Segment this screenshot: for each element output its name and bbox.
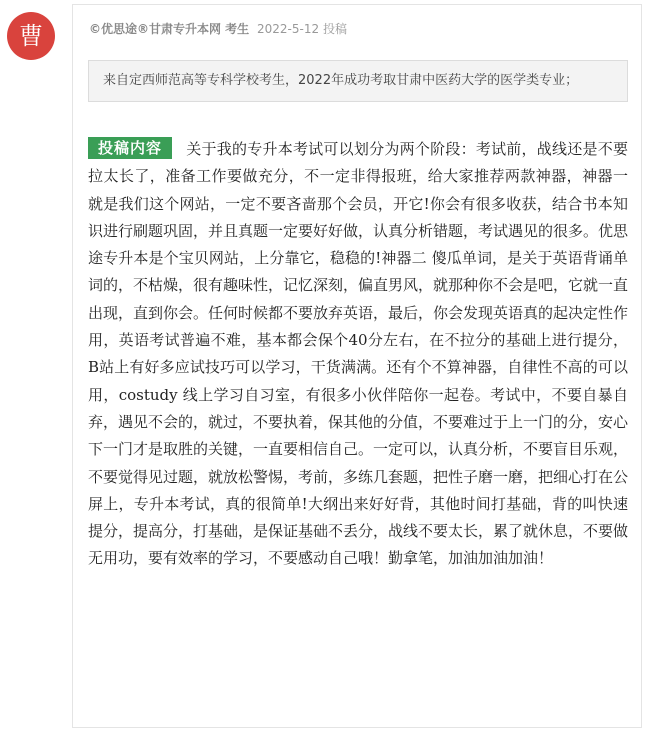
content-text: 关于我的专升本考试可以划分为两个阶段：考试前，战线还是不要拉太长了，准备工作要做充分，不一定非得报班，给大家推荐两款神器，神器一 就是我们这个网站，一定不要吝啬那个会员，开它!你会有很多收获，结合书本知识进行刷题巩固，并且真题一定要好好做，认真分析错题，考试遇见的很多。优思途专升本是个宝贝网站，上分靠它，稳稳的!神器二 傻瓜单词，是关于英语背诵单词的，不枯燥，很有趣味性，记忆深刻，偏直男风，就那种你不会是吧，它就一直出现，直到你会。任何时候都不要放弃英语，最后，你会发现英语真的起决定性作用，英语考试普遍不难，基本都会保个40分左右，在不拉分的基础上进行提分，B站上有好多应试技巧可以学习，干货满满。还有个不算神器，自律性不高的可以用，costudy 线上学习自习室，有很多小伙伴陪你一起卷。考试中，不要自暴自弃，遇见不会的，就过，不要执着，保其他的分值，不要难过于上一门的分，安心下一门才是取胜的关键，一直要相信自己。一定可以，认真分析，不要盲目乐观，不要觉得见过题，就放松警惕，考前，多练几套题，把性子磨一磨，把细心打在公屏上，专升本考试，真的很简单!大纲出来好好背，其他时间打基础，背的叫快速提分，提高分，打基础，是保证基础不丢分，战线不要太长，累了就休息，不要做无用功，要有效率的学习，不要感动自己哦！勤拿笔，加油加油加油！	[88, 140, 629, 568]
post-date: 2022-5-12	[257, 22, 320, 36]
post-card	[72, 4, 642, 728]
intro-box: 来自定西师范高等专科学校考生，2022年成功考取甘肃中医药大学的医学类专业；	[88, 60, 628, 102]
post-author[interactable]: ©优思途®甘肃专升本网 考生	[89, 22, 250, 36]
post-meta	[89, 20, 347, 37]
post-content	[88, 136, 628, 573]
avatar: 曹	[7, 12, 55, 60]
content-tag: 投稿内容	[88, 137, 172, 159]
post-action: 投稿	[322, 22, 347, 36]
